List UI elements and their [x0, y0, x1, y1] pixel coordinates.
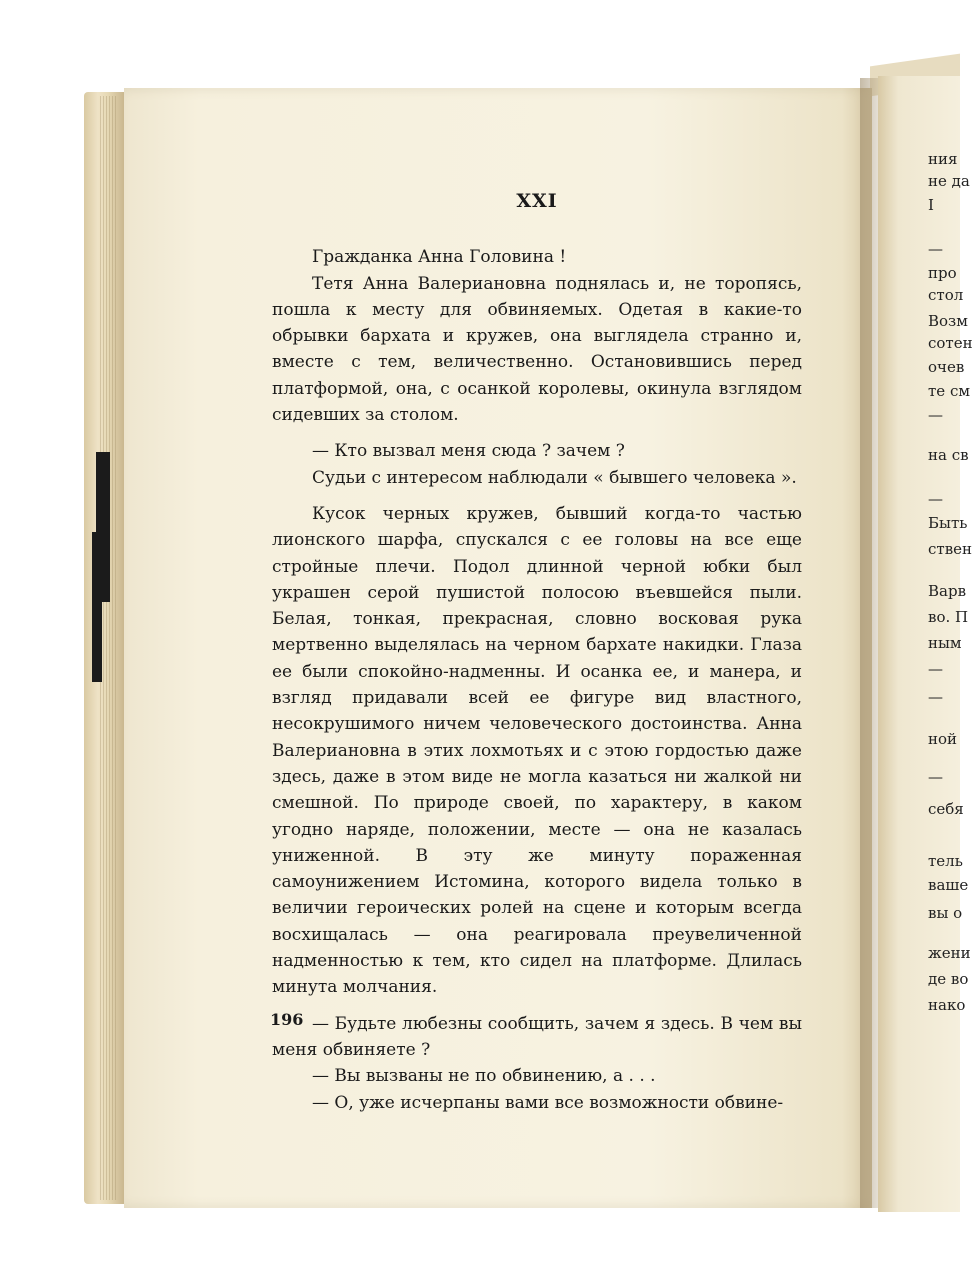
right-page-fragment: ным: [928, 634, 962, 652]
right-page-fragment: ной: [928, 730, 958, 748]
paragraph: — Вы вызваны не по обвинению, а . . .: [312, 1066, 656, 1087]
right-page-fragment: во. П: [928, 608, 969, 626]
right-page-fragment: не да: [928, 172, 970, 190]
right-page-fragment: тель: [928, 852, 963, 870]
right-page-fragment: —: [928, 660, 943, 678]
right-page-fragment: —: [928, 240, 943, 258]
paragraph: Тетя Анна Валериановна поднялась и, не торопясь, пошла к месту для обвиняемых. Одетая в какие-то обрывки бархата и кружев, она выглядела странно и, вместе с тем, величественно. Остановившись перед платформой, она, с осанкой королевы, окинула взглядом сидевших за столом.: [272, 273, 802, 426]
right-page-fragment: на св: [928, 446, 969, 464]
right-page-fragment: Варв: [928, 582, 967, 600]
paragraph: — Будьте любезны сообщить, зачем я здесь. В чем вы меня обвиняете ?: [272, 1013, 802, 1060]
paragraph: — О, уже исчерпаны вами все возможности обвине-: [312, 1092, 784, 1113]
right-page-fragment: стол: [928, 286, 964, 304]
right-page-fragment: де во: [928, 970, 969, 988]
edge-marker-bottom: [92, 532, 102, 682]
page-number: 196: [270, 1010, 304, 1029]
right-page-fragment: —: [928, 768, 943, 786]
right-page-fragment: ния: [928, 150, 958, 168]
page-stack: [100, 96, 118, 1200]
page-text: [272, 188, 802, 1116]
right-page-fragment: те см: [928, 382, 971, 400]
right-page-fragment: ствен: [928, 540, 973, 558]
paragraph: Кусок черных кружев, бывший когда-то частью лионского шарфа, спускался с ее головы на все еще стройные плечи. Подол длинной черной юбки был украшен серой пушистой полосою въевшейся пыли. Белая, тонкая, прекрасная, словно восковая рука мертвенно выделялась на черном бархате накидки. Глаза ее были спокойно-надменны. И осанка ее, и манера, и взгляд придавали всей ее фигуре вид властного, несокрушимого ничем человеческого достоинства. Анна Валериановна в этих лохмотьях и с этою гордостью даже здесь, даже в этом виде не могла казаться ни жалкой ни смешной. По природе своей, по характеру, в каком угодно наряде, положении, месте — она не казалась униженной. В эту же минуту пораженная самоунижением Истомина, которого видела только в величии героических ролей на сцене и которым всегда восхищалась — она реагировала преувеличенной надменностью к тем, кто сидел на платформе. Длилась минута молчания.: [272, 503, 802, 998]
paragraph: Гражданка Анна Головина !: [312, 247, 567, 268]
right-page-fragment: про: [928, 264, 957, 282]
chapter-heading: XXI: [516, 190, 558, 212]
right-page-fragment: Быть: [928, 514, 968, 532]
right-page-fragment: себя: [928, 800, 964, 818]
right-page-fragment: сотен: [928, 334, 973, 352]
right-page-fragment: ваше: [928, 876, 969, 894]
right-page-fragment: —: [928, 688, 943, 706]
right-page-fragment: жени: [928, 944, 971, 962]
right-page-fragment: —: [928, 490, 943, 508]
paragraph: Судьи с интересом наблюдали « бывшего человека ».: [312, 467, 797, 488]
right-page-fragment: нако: [928, 996, 966, 1014]
right-page-fragment: вы о: [928, 904, 963, 922]
paragraph: — Кто вызвал меня сюда ? зачем ?: [312, 441, 625, 462]
right-page-fragment: Возм: [928, 312, 968, 330]
right-page-fragment: очев: [928, 358, 965, 376]
right-page-fragment: —: [928, 406, 943, 424]
right-page-fragment: I: [928, 196, 934, 214]
